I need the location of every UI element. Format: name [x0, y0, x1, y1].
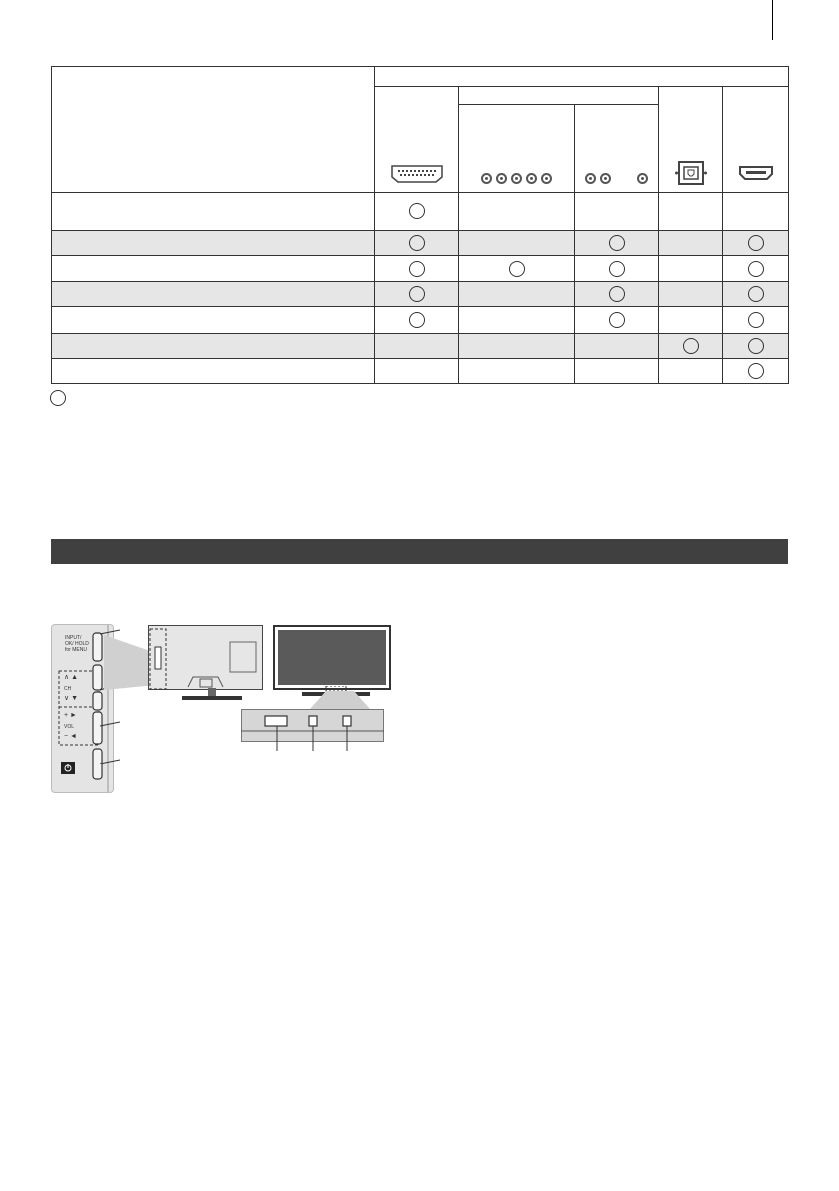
compatible-mark — [409, 235, 425, 251]
cell-hdmi — [723, 282, 789, 307]
sensor-callout-lines — [268, 741, 378, 753]
compatible-mark — [409, 312, 425, 328]
cell-digital_audio_out — [659, 307, 723, 333]
scart-header-cell — [375, 87, 459, 193]
compatible-mark — [409, 261, 425, 277]
ch-up-icon: ∧ ▲ — [64, 674, 78, 681]
cell-hdmi — [723, 307, 789, 333]
av-component-header-cell — [575, 105, 659, 193]
table-header-row — [52, 67, 789, 87]
cell-hdmi — [723, 256, 789, 282]
cell-composite_audio — [459, 358, 575, 383]
ambient-sensor-icon — [265, 716, 287, 726]
table-row — [52, 333, 789, 358]
compatible-mark — [609, 235, 625, 251]
cell-component_audio — [575, 192, 659, 230]
section-heading-bar — [51, 539, 788, 564]
table-row — [52, 307, 789, 333]
cell-composite_audio — [459, 282, 575, 307]
av-group-header-cell — [459, 87, 659, 105]
cell-hdmi — [723, 333, 789, 358]
compatible-mark — [609, 312, 625, 328]
cell-composite_audio — [459, 256, 575, 282]
cell-composite_audio — [459, 333, 575, 358]
table-row — [52, 192, 789, 230]
cell-hdmi — [723, 192, 789, 230]
tv-rear-stand — [180, 688, 244, 702]
header-blank-cell — [52, 67, 375, 193]
cell-scart — [375, 358, 459, 383]
compatible-mark — [748, 363, 764, 379]
tv-front-view — [273, 625, 391, 690]
power-led-icon — [343, 716, 351, 726]
cell-scart — [375, 282, 459, 307]
remote-receiver-icon — [309, 716, 317, 726]
device-label-cell — [52, 282, 375, 307]
cell-digital_audio_out — [659, 256, 723, 282]
optical-header-cell — [659, 87, 723, 193]
compatible-mark — [509, 261, 525, 277]
cell-component_audio — [575, 333, 659, 358]
component-rca-jacks-icon — [575, 173, 658, 184]
cell-component_audio — [575, 231, 659, 256]
header-terminals-cell — [375, 67, 789, 87]
compatible-mark — [748, 338, 764, 354]
device-label-cell — [52, 358, 375, 383]
input-ok-menu-label: INPUT/ OK/ HOLD for MENU — [65, 635, 89, 653]
cell-scart — [375, 256, 459, 282]
cell-scart — [375, 192, 459, 230]
compatible-mark — [609, 286, 625, 302]
cell-hdmi — [723, 358, 789, 383]
table-row — [52, 231, 789, 256]
vol-down-icon: − ◄ — [64, 733, 77, 740]
compatible-mark — [748, 312, 764, 328]
cell-composite_audio — [459, 307, 575, 333]
cell-component_audio — [575, 282, 659, 307]
av-composite-header-cell — [459, 105, 575, 193]
table-row — [52, 256, 789, 282]
compatible-mark — [609, 261, 625, 277]
cell-component_audio — [575, 307, 659, 333]
table-row — [52, 282, 789, 307]
hdmi-port-icon — [738, 165, 774, 181]
compatible-mark — [748, 286, 764, 302]
cell-component_audio — [575, 256, 659, 282]
cell-composite_audio — [459, 231, 575, 256]
vol-up-icon: + ► — [64, 712, 77, 719]
page-crop-mark — [772, 0, 773, 40]
vol-label: VOL — [64, 724, 75, 730]
tv-screen — [278, 630, 386, 685]
cell-digital_audio_out — [659, 231, 723, 256]
cell-hdmi — [723, 231, 789, 256]
compatible-mark — [409, 286, 425, 302]
optical-port-icon — [674, 161, 708, 185]
cell-component_audio — [575, 358, 659, 383]
device-label-cell — [52, 333, 375, 358]
compatible-mark — [683, 338, 699, 354]
scart-connector-icon — [389, 164, 445, 184]
tv-rear-view — [148, 625, 263, 690]
device-label-cell — [52, 231, 375, 256]
cell-scart — [375, 231, 459, 256]
sensor-zoom-lines — [310, 691, 370, 711]
cell-digital_audio_out — [659, 333, 723, 358]
legend-circle-mark — [50, 390, 66, 406]
compatible-mark — [748, 235, 764, 251]
cell-scart — [375, 333, 459, 358]
sensor-strip-closeup — [241, 709, 384, 742]
ch-down-icon: ∨ ▼ — [64, 695, 78, 702]
cell-composite_audio — [459, 192, 575, 230]
av-rca-jacks-icon — [459, 173, 574, 184]
connection-compatibility-table — [51, 66, 789, 384]
cell-scart — [375, 307, 459, 333]
cell-digital_audio_out — [659, 358, 723, 383]
ch-label: CH — [64, 686, 72, 692]
device-label-cell — [52, 192, 375, 230]
cell-digital_audio_out — [659, 282, 723, 307]
device-label-cell — [52, 256, 375, 282]
device-label-cell — [52, 307, 375, 333]
hdmi-header-cell — [723, 87, 789, 193]
table-row — [52, 358, 789, 383]
compatible-mark — [409, 203, 425, 219]
compatible-mark — [748, 261, 764, 277]
cell-digital_audio_out — [659, 192, 723, 230]
